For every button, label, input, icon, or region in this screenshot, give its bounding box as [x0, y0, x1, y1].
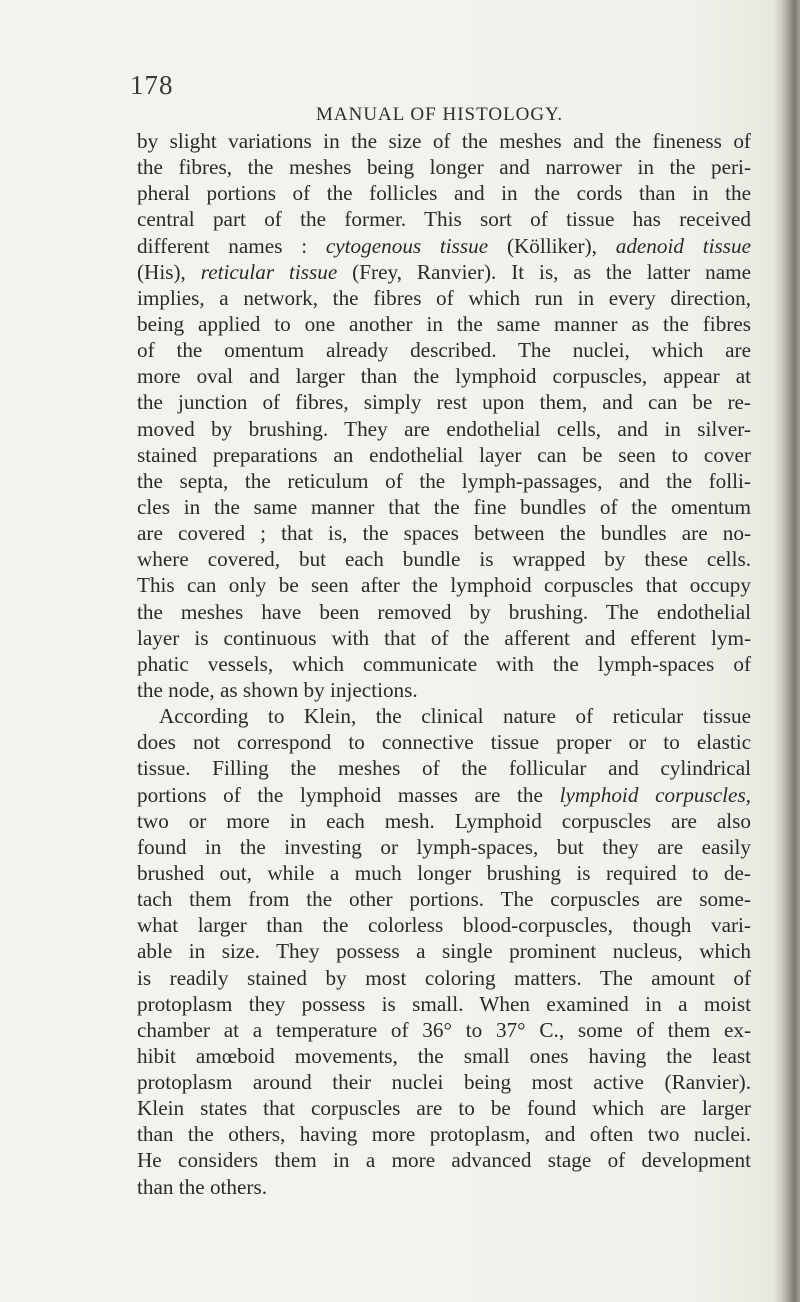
text-line [137, 206, 751, 232]
line-text: of the omentum already described. The nuclei, which are [137, 338, 751, 363]
text-line [137, 311, 751, 337]
line-text: stained preparations an endothelial layer can be seen to cover [137, 442, 751, 467]
text-line [137, 1017, 751, 1043]
line-text: pheral portions of the follicles and in the cords than in the [137, 181, 751, 206]
line-text: hibit amœboid movements, the small ones having the least [137, 1043, 751, 1068]
text-line [137, 808, 751, 834]
line-text: than the others. [137, 1174, 268, 1199]
text-line [137, 677, 751, 703]
text-line [137, 285, 751, 311]
line-text: cles in the same manner that the fine bundles of the omentum [137, 494, 751, 519]
text-line [137, 782, 751, 808]
line-text: moved by brushing. They are endothelial cells, and in silver- [137, 416, 751, 441]
line-text: the septa, the reticulum of the lymph-passages, and the folli- [137, 468, 751, 493]
body-text [137, 128, 751, 1200]
line-text: does not correspond to connective tissue proper or to elastic [137, 730, 751, 755]
text-line [137, 389, 751, 415]
text-line [137, 154, 751, 180]
text-line [137, 886, 751, 912]
line-text: tach them from the other portions. The corpuscles are some- [137, 887, 751, 912]
line-text: where covered, but each bundle is wrapped by these cells. [137, 547, 751, 572]
italic-term: cytogenous tissue [325, 233, 489, 258]
text-line [137, 363, 751, 389]
line-text: the fibres, the meshes being longer and narrower in the peri- [137, 155, 751, 180]
text-line [137, 520, 751, 546]
line-text: layer is continuous with that of the afferent and efferent lym- [137, 625, 751, 650]
text-line [137, 494, 751, 520]
text-line [137, 965, 751, 991]
line-text: being applied to one another in the same manner as the fibres [137, 311, 751, 336]
line-text: the meshes have been removed by brushing. The endothelial [137, 599, 751, 624]
text-line [137, 938, 751, 964]
text-line [137, 128, 751, 154]
running-head: MANUAL OF HISTOLOGY. [316, 104, 564, 125]
text-line [137, 1043, 751, 1069]
line-text: two or more in each mesh. Lymphoid corpuscles are also [137, 808, 751, 833]
text-line [137, 755, 751, 781]
text-line [137, 442, 751, 468]
text-line [137, 991, 751, 1017]
text-line [137, 468, 751, 494]
text-line [137, 416, 751, 442]
line-text: (Kölliker), [488, 233, 616, 258]
line-text: different names : [137, 233, 326, 258]
line-text: (His), [137, 259, 201, 284]
text-line [137, 1121, 751, 1147]
line-text: chamber at a temperature of 36° to 37° C., some of them ex- [137, 1017, 751, 1042]
line-text: phatic vessels, which communicate with the lymph-spaces of [137, 651, 751, 676]
text-line [137, 1095, 751, 1121]
line-text: central part of the former. This sort of tissue has received [137, 207, 751, 232]
page-binding-edge [774, 0, 800, 1302]
text-line [137, 729, 751, 755]
page-number: 178 [130, 70, 174, 100]
text-line [137, 337, 751, 363]
line-text: protoplasm they possess is small. When examined in a moist [137, 991, 751, 1016]
text-line [137, 625, 751, 651]
text-line [137, 233, 751, 259]
text-line [137, 651, 751, 677]
text-line [137, 259, 751, 285]
line-text: He considers them in a more advanced stage of development [137, 1148, 751, 1173]
line-text: the node, as shown by injections. [137, 677, 418, 702]
line-text: This can only be seen after the lymphoid corpuscles that occupy [137, 573, 751, 598]
line-text: Klein states that corpuscles are to be found which are larger [137, 1096, 751, 1121]
line-text: by slight variations in the size of the meshes and the fineness of [137, 129, 751, 153]
text-line [137, 546, 751, 572]
line-text: brushed out, while a much longer brushing is required to de- [137, 860, 751, 885]
text-line [137, 703, 751, 729]
line-text: According to Klein, the clinical nature of reticular tissue [159, 704, 751, 729]
italic-term: adenoid tissue [615, 233, 751, 258]
text-line [137, 1174, 751, 1200]
line-text: protoplasm around their nuclei being most active (Ranvier). [137, 1070, 751, 1095]
text-line [137, 860, 751, 886]
text-line [137, 1147, 751, 1173]
line-text: the junction of fibres, simply rest upon them, and can be re- [137, 390, 751, 415]
line-text: is readily stained by most coloring matters. The amount of [137, 965, 751, 990]
line-text: tissue. Filling the meshes of the follicular and cylindrical [137, 756, 751, 781]
line-text: implies, a network, the fibres of which run in every direction, [137, 285, 751, 310]
line-text: what larger than the colorless blood-corpuscles, though vari- [137, 913, 751, 938]
line-text: (Frey, Ranvier). It is, as the latter name [337, 259, 752, 284]
text-line [137, 1069, 751, 1095]
line-text: able in size. They possess a single prominent nucleus, which [137, 939, 751, 964]
line-text: than the others, having more protoplasm, and often two nuclei. [137, 1122, 751, 1147]
text-line [137, 912, 751, 938]
text-line [137, 599, 751, 625]
line-text: portions of the lymphoid masses are the [137, 782, 560, 807]
text-line [137, 572, 751, 598]
italic-term: lymphoid corpuscles, [559, 782, 751, 807]
line-text: are covered ; that is, the spaces between the bundles are no- [137, 521, 751, 546]
text-line [137, 834, 751, 860]
line-text: found in the investing or lymph-spaces, but they are easily [137, 834, 751, 859]
text-line [137, 180, 751, 206]
line-text: more oval and larger than the lymphoid corpuscles, appear at [137, 364, 751, 389]
italic-term: reticular tissue [200, 259, 338, 284]
